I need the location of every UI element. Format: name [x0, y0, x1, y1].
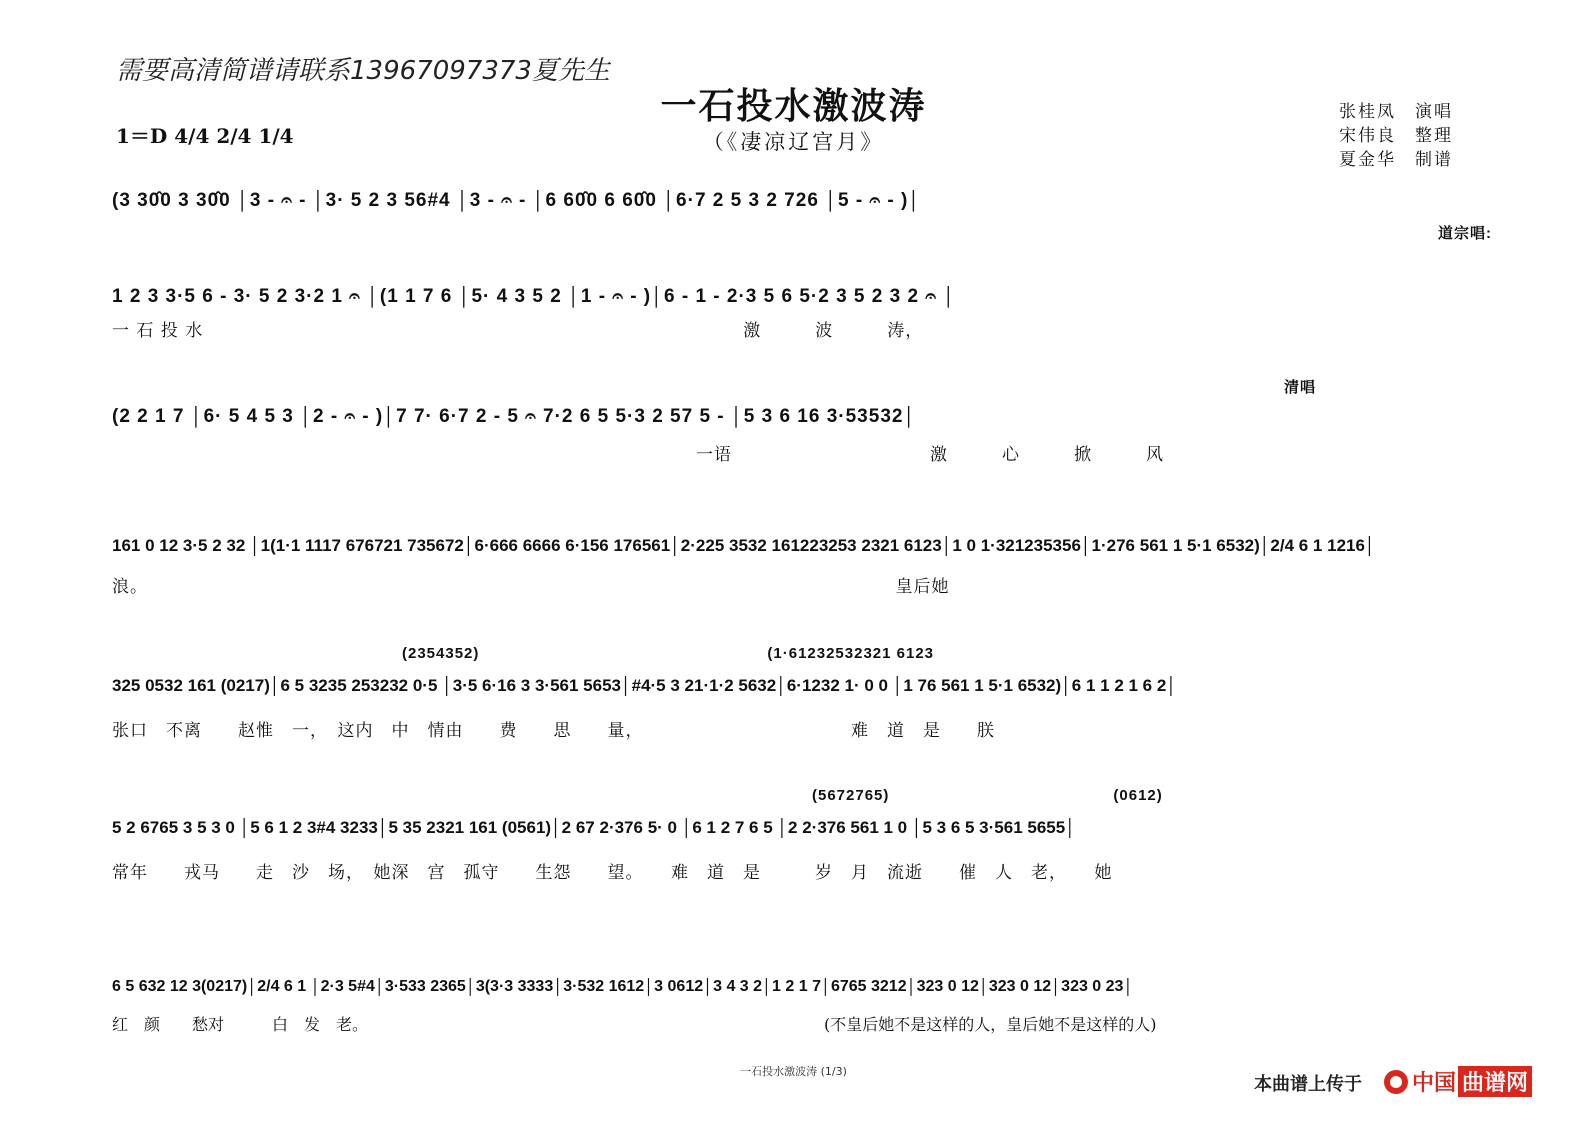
credits-block: [1339, 100, 1489, 172]
page-title: 一石投水激波涛: [660, 85, 927, 127]
notation-line: 5 2 6765 3 5 3 0 │5 6 1 2 3#4 3233│5 35 2321 161 (0561)│2 67 2·376 5· 0 │6 1 2 7 6 5 │2 2·376 561 1 0 │5 3 6 5 3·561 5655│: [112, 818, 1076, 837]
lyrics-line: 浪。 皇后她: [112, 577, 950, 597]
score-system-3: [112, 376, 1492, 466]
score-system-4: [112, 522, 1492, 602]
voice-annotation: 清唱: [1284, 379, 1317, 396]
credit-notator: 夏金华 制谱: [1339, 150, 1453, 170]
score-system-2: [112, 278, 1492, 348]
notation-line: 6 5 632 12 3(0217)│2/4 6 1 │2·3 5#4│3·533 2365│3(3·3 3333│3·532 1612│3 0612│3 4 3 2│1 2 1 7│6765 3212│323 0 12│323 0 12│323 0 23│: [112, 978, 1134, 995]
page-subtitle: （《凄凉辽宫月》: [702, 130, 885, 154]
score-system-7: [112, 968, 1492, 1038]
notation-line: (3 30̂0 3 30̂0 │3 - 𝄐 - │3· 5 2 3 56#4 │3 - 𝄐 - │6 60̂0 6 60̂0 │6·7 2 5 3 2 726 │5 - 𝄐 - )│: [112, 190, 922, 211]
contact-line: 需要高清简谱请联系13967097373夏先生: [116, 56, 610, 86]
notation-line: 161 0 12 3·5 2 32 │1(1·1 1117 676721 735672│6·666 6666 6·156 176561│2·225 3532 161223253 2321 6123│1 0 1·321235356│1·276 561 1 5·1 6532)│2/4 6 1 1216│: [112, 536, 1376, 555]
lyrics-line: 常年 戎马 走 沙 场， 她深 宫 孤守 生怨 望。 难 道 是 岁 月 流逝 催 人 老， 她: [112, 863, 1113, 883]
score-system-1: [112, 178, 1492, 248]
notation-line: 1 2 3 3·5 6 - 3· 5 2 3·2 1 𝄐 │(1 1 7 6 │5· 4 3 5 2 │1 - 𝄐 - )│6 - 1 - 2·3 5 6 5·2 3 5 2 3 2 𝄐 │: [112, 286, 957, 307]
lyrics-line: 红 颜 愁对 白 发 老。 (不皇后她不是这样的人，皇后她不是这样的人): [112, 1015, 1157, 1034]
logo-text-a: 中国: [1412, 1071, 1457, 1096]
logo-text-b: 曲谱网: [1458, 1066, 1532, 1097]
score-system-5: [112, 640, 1492, 740]
key-signature: 1＝D 4/4 2/4 1/4: [116, 124, 294, 148]
upload-label: 本曲谱上传于: [1254, 1074, 1362, 1094]
credit-arranger: 宋伟良 整理: [1339, 126, 1453, 146]
lyrics-line: 一语 激 心 掀 风: [696, 445, 1164, 465]
lyrics-line: 张口 不离 赵惟 一， 这内 中 情由 费 思 量， 难 道 是 朕: [112, 721, 995, 741]
score-system-6: [112, 782, 1492, 882]
annotation-line: (2354352) (1·61232532321 6123: [402, 645, 935, 662]
notation-line: 325 0532 161 (0217)│6 5 3235 253232 0·5 │3·5 6·16 3 3·561 5653│#4·5 3 21·1·2 5632│6·1232 1· 0 0 │1 76 561 1 5·1 6532)│6 1 1 2 1 6 2│: [112, 676, 1177, 695]
annotation-line: (5672765) (0612): [812, 787, 1163, 804]
logo-icon: [1384, 1070, 1408, 1094]
page-footer: 一石投水激波涛 (1/3): [740, 1065, 847, 1078]
site-logo[interactable]: [1384, 1066, 1532, 1097]
lyrics-line: 一 石 投 水 激 波 涛，: [112, 321, 924, 341]
notation-line: (2 2 1 7 │6· 5 4 5 3 │2 - 𝄐 - )│7 7· 6·7 2 - 5 𝄐 7·2 6 5 5·3 2 57 5 - │5 3 6 16 3·53532│: [112, 406, 917, 427]
credit-singer: 张桂凤 演唱: [1339, 102, 1453, 122]
voice-annotation: 道宗唱:: [1438, 225, 1492, 242]
